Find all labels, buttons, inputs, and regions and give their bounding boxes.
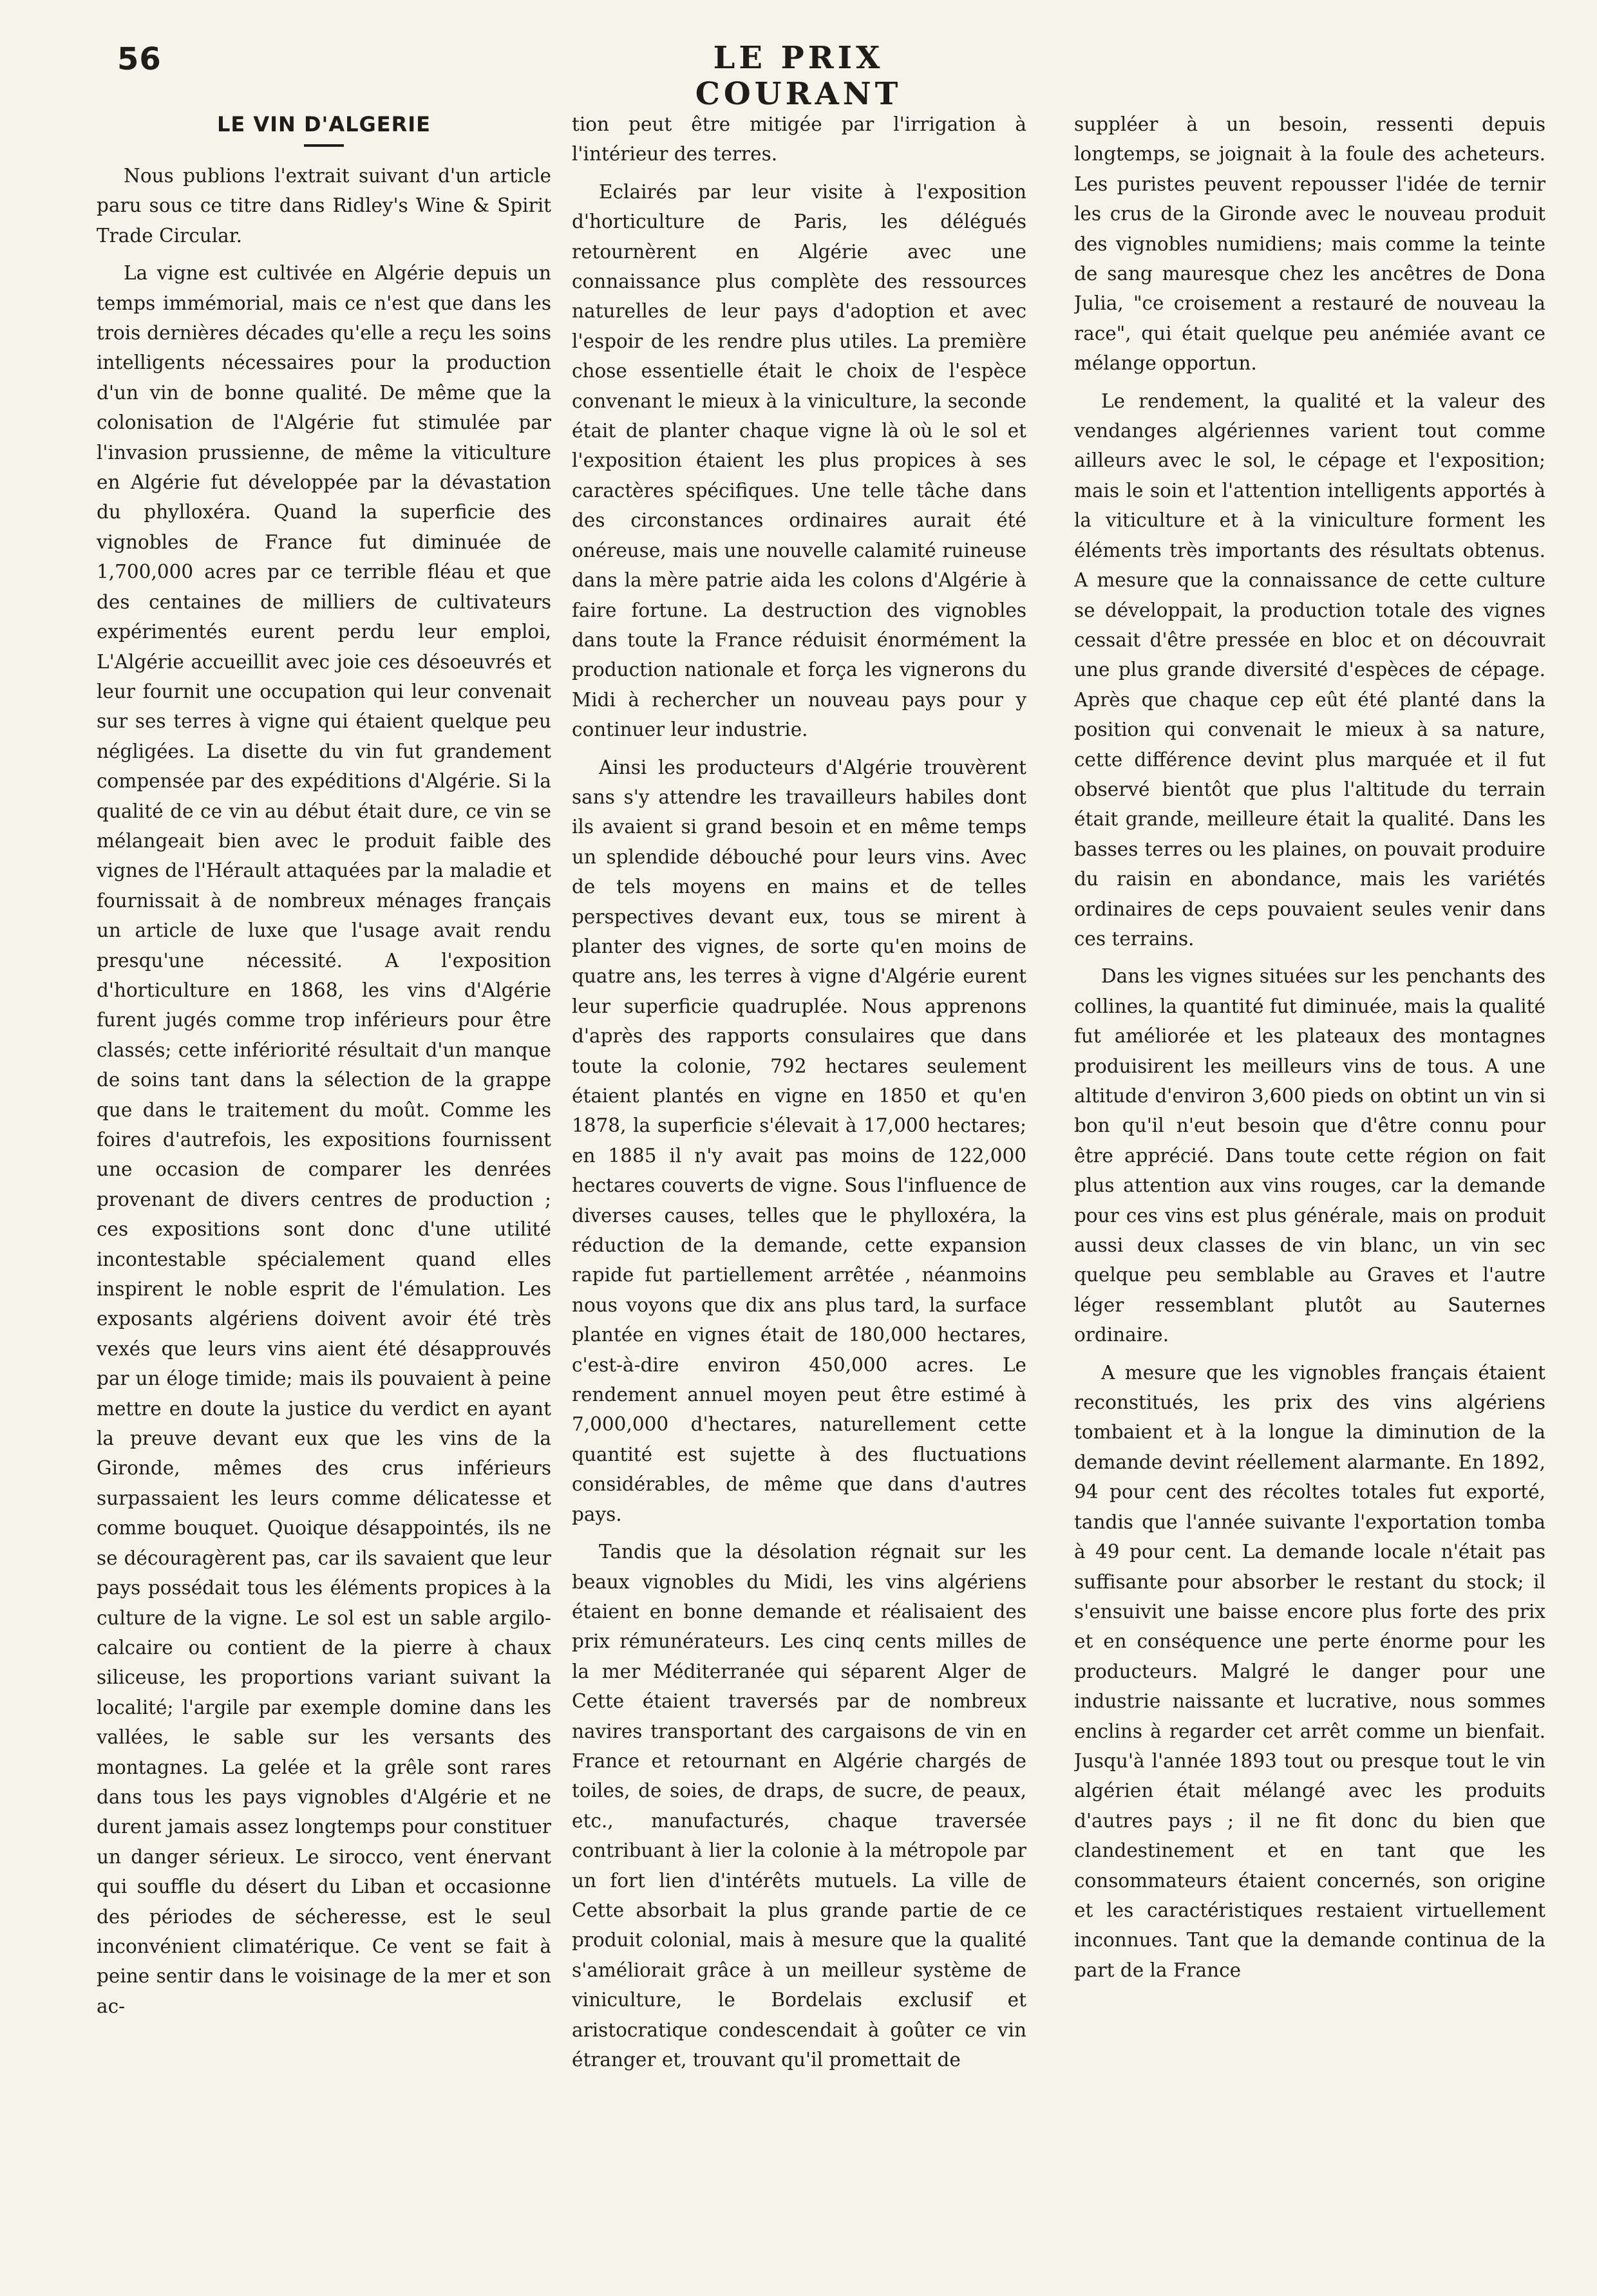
paragraph: La vigne est cultivée en Algérie depuis un temps immémorial, mais ce n'est que dans les trois dernières décades qu'elle a reçu les soins intelligents nécessaires pour la production d'un vin de bonne qualité. De même que la colonisation de l'Algérie fut stimulée par l'invasion prussienne, de même la viticulture en Algérie fut développée par la dévastation du phylloxéra. Quand la superficie des vignobles de France fut diminuée de 1,700,000 acres par ce terrible fléau et que des centaines de milliers de cultivateurs expérimentés eurent perdu leur emploi, L'Algérie accueillit avec joie ces désoeuvrés et leur fournit une occupation qui leur convenait sur ses terres à vigne qui étaient quelque peu négligées. La disette du vin fut grandement compensée par des expéditions d'Algérie. Si la qualité de ce vin au début était dure, ce vin se mélangeait bien avec le produit faible des vignes de l'Hérault attaquées par la maladie et fournissait à de nombreux ménages français un article de luxe que l'usage avait rendu presqu'une nécessité. A l'exposition d'horticulture en 1868, les vins d'Algérie furent jugés comme trop inférieurs pour être classés; cette infériorité résultait d'un manque de soins tant dans la sélection de la grappe que dans le traitement du moût. Comme les foires d'autrefois, les expositions fournissent une occasion de comparer les denrées provenant de divers centres de production ; ces expositions sont donc d'une utilité incontestable spécialement quand elles inspirent le noble esprit de l'émulation. Les exposants algériens doivent avoir été très vexés que leurs vins aient été désapprouvés par un éloge timide; mais ils pouvaient à peine mettre en doute la justice du verdict en ayant la preuve devant eux que les vins de la Gironde, mêmes des crus inférieurs surpassaient les leurs comme délicatesse et comme bouquet. Quoique désappointés, ils ne se découragèrent pas, car ils savaient que leur pays possédait tous les éléments propices à la culture de la vigne. Le sol est un sable argilo-calcaire ou contient de la pierre à chaux siliceuse, les proportions variant suivant la localité; l'argile par exemple domine dans les vallées, le sable sur les versants des montagnes. La gelée et la grêle sont rares dans tous les pays vignobles d'Algérie et ne durent jamais assez longtemps pour constituer un danger sérieux. Le sirocco, vent énervant qui souffle du désert du Liban et occasionne des périodes de sécheresse, est le seul inconvénient climatérique. Ce vent se fait à peine sentir dans le voisinage de la mer et son ac- — [97, 262, 551, 2017]
running-title: LE PRIX COURANT — [695, 40, 902, 112]
paragraph: tion peut être mitigée par l'irrigation à l'intérieur des terres. — [572, 113, 1026, 165]
page-number: 56 — [117, 41, 162, 77]
paragraph: Ainsi les producteurs d'Algérie trouvèrent sans s'y attendre les travailleurs habiles dont ils avaient si grand besoin et en même temps un splendide débouché pour leurs vins. Avec de tels moyens en mains et de telles perspectives devant eux, tous se mirent à planter des vignes, de sorte qu'en moins de quatre ans, les terres à vigne d'Algérie eurent leur superficie quadruplée. Nous apprenons d'après des rapports consulaires que dans toute la colonie, 792 hectares seulement étaient plantés en vigne en 1850 et qu'en 1878, la superficie s'élevait à 17,000 hectares; en 1885 il n'y avait pas moins de 122,000 hectares couverts de vigne. Sous l'influence de diverses causes, telles que le phylloxéra, la réduction de la demande, cette expansion rapide fut partiellement arrêtée , néanmoins nous voyons que dix ans plus tard, la surface plantée en vignes était de 180,000 hectares, c'est-à-dire environ 450,000 acres. Le rendement annuel moyen peut être estimé à 7,000,000 d'hectares, naturellement cette quantité est sujette à des fluctuations considérables, de même que dans d'autres pays. — [572, 756, 1026, 1525]
column-2 — [572, 109, 1026, 2247]
paragraph: Le rendement, la qualité et la valeur des vendanges algériennes varient tout comme ailleurs avec le sol, le cépage et l'exposition; mais le soin et l'attention intelligents apportés à la viticulture et à la viniculture forment les éléments très importants des résultats obtenus. A mesure que la connaissance de cette culture se développait, la production totale des vignes cessait d'être pressée en bloc et on découvrait une plus grande diversité d'espèces de cépage. Après que chaque cep eût été planté dans la position qui convenait le mieux à sa nature, cette différence devint plus marquée et il fut observé bientôt que plus l'altitude du terrain était grande, meilleure était la qualité. Dans les basses terres ou les plaines, on pouvait produire du raisin en abondance, mais les variétés ordinaires de ceps pouvaient seules venir dans ces terrains. — [1074, 390, 1545, 950]
title-rule — [304, 144, 344, 147]
column-3 — [1074, 109, 1545, 2247]
paragraph: Dans les vignes situées sur les penchants des collines, la quantité fut diminuée, mais la qualité fut améliorée et les plateaux des montagnes produisirent les meilleurs vins de tous. A une altitude d'environ 3,600 pieds on obtint un vin si bon qu'il n'eut besoin que d'être connu pour être apprécié. Dans toute cette région on fait plus attention aux vins rouges, car la demande pour ces vins est plus générale, mais on produit aussi deux classes de vin blanc, un vin sec quelque peu semblable au Graves et l'autre léger ressemblant plutôt au Sauternes ordinaire. — [1074, 965, 1545, 1346]
paragraph: A mesure que les vignobles français étaient reconstitués, les prix des vins algériens tombaient et à la longue la diminution de la demande devint réellement alarmante. En 1892, 94 pour cent des récoltes totales fut exporté, tandis que l'année suivante l'exportation tomba à 49 pour cent. La demande locale n'était pas suffisante pour absorber le restant du stock; il s'ensuivit une baisse encore plus forte des prix et en conséquence une perte énorme pour les producteurs. Malgré le danger pour une industrie naissante et lucrative, nous sommes enclins à regarder cet arrêt comme un bienfait. Jusqu'à l'année 1893 tout ou presque tout le vin algérien était mélangé avec les produits d'autres pays ; il ne fit donc du bien que clandestinement et en tant que les consommateurs étaient concernés, son origine et les caractéristiques restaient virtuellement inconnues. Tant que la demande continua de la part de la France — [1074, 1361, 1545, 1981]
paragraph: Eclairés par leur visite à l'exposition d'horticulture de Paris, les délégués retournèrent en Algérie avec une connaissance plus complète des ressources naturelles de leur pays d'adoption et avec l'espoir de les rendre plus utiles. La première chose essentielle était le choix de l'espèce convenant le mieux à la viniculture, la seconde était de planter chaque vigne là où le sol et l'exposition étaient les plus propices à ses caractères spécifiques. Une telle tâche dans des circonstances ordinaires aurait été onéreuse, mais une nouvelle calamité ruineuse dans la mère patrie aida les colons d'Algérie à faire fortune. La destruction des vignobles dans toute la France réduisit énormément la production nationale et força les vignerons du Midi à rechercher un nouveau pays pour y continuer leur industrie. — [572, 180, 1026, 741]
article-title: LE VIN D'ALGERIE — [216, 112, 431, 136]
column-1 — [97, 109, 551, 2247]
article-body — [97, 109, 1545, 2247]
paragraph: Tandis que la désolation régnait sur les beaux vignobles du Midi, les vins algériens étaient en bonne demande et réalisaient des prix rémunérateurs. Les cinq cents milles de la mer Méditerranée qui séparent Alger de Cette étaient traversés par de nombreux navires transportant des cargaisons de vin en France et retournant en Algérie chargés de toiles, de soies, de draps, de sucre, de peaux, etc., manufacturés, chaque traversée contribuant à lier la colonie à la métropole par un fort lien d'intérêts mutuels. La ville de Cette absorbait la plus grande partie de ce produit colonial, mais à mesure que la qualité s'améliorait grâce à un meilleur système de viniculture, le Bordelais exclusif et aristocratique condescendait à goûter ce vin étranger et, trouvant qu'il promettait de — [572, 1541, 1026, 2071]
paragraph: suppléer à un besoin, ressenti depuis longtemps, se joignait à la foule des acheteurs. Les puristes peuvent repousser l'idée de ternir les crus de la Gironde avec le nouveau produit des vignobles numidiens; mais comme la teinte de sang mauresque chez les ancêtres de Dona Julia, "ce croisement a restauré de nouveau la race", qui était quelque peu anémiée avant ce mélange opportun. — [1074, 113, 1545, 375]
paragraph: Nous publions l'extrait suivant d'un article paru sous ce titre dans Ridley's Wine & Spirit Trade Circular. — [97, 165, 551, 247]
